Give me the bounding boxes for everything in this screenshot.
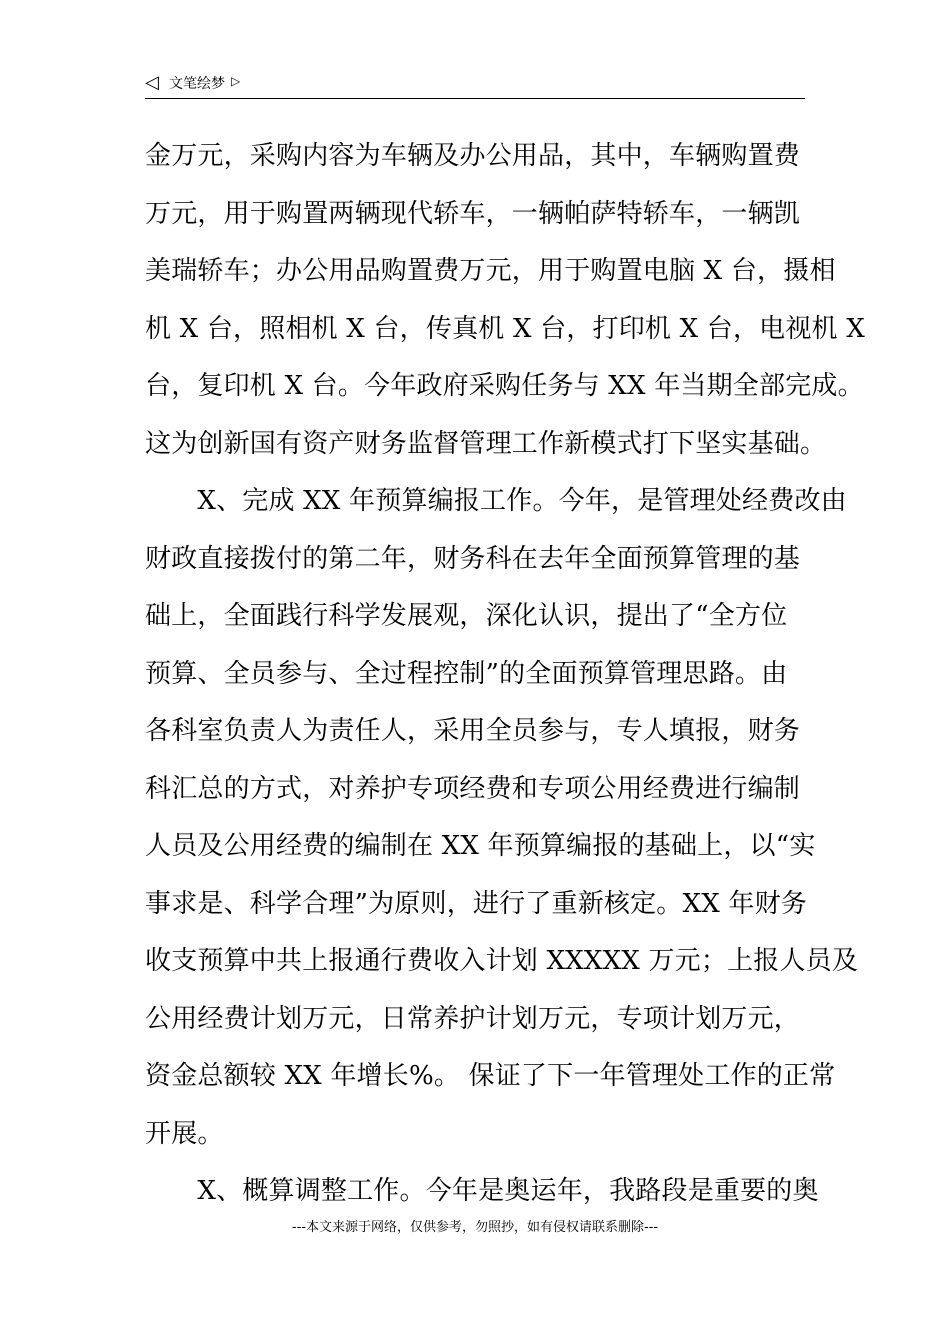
- text-line: 人员及公用经费的编制在 XX 年预算编报的基础上，以“实: [145, 831, 816, 861]
- triangle-left-icon: ◁: [145, 72, 159, 93]
- page-footer-disclaimer: ---本文来源于网络，仅供参考，勿照抄，如有侵权请联系删除---: [291, 1220, 659, 1235]
- text-line: 台，复印机 X 台。今年政府采购任务与 XX 年当期全部完成。: [145, 371, 864, 401]
- text-line: 财政直接拨付的第二年，财务科在去年全面预算管理的基: [145, 543, 801, 574]
- text-line: 开展。: [145, 1118, 224, 1149]
- text-line: 预算、全员参与、全过程控制”的全面预算管理思路。由: [145, 658, 788, 689]
- text-line: X、完成 XX 年预算编报工作。今年，是管理处经费改由: [145, 486, 847, 516]
- text-line: 美瑞轿车；办公用品购置费万元，用于购置电脑 X 台，摄相: [145, 256, 836, 286]
- document-body: [145, 128, 865, 1221]
- text-line: 各科室负责人为责任人，采用全员参与，专人填报，财务: [145, 716, 801, 746]
- text-line: 础上，全面践行科学发展观，深化认识，提出了“全方位: [145, 601, 788, 631]
- page-header: [145, 72, 805, 99]
- text-line: X、概算调整工作。今年是奥运年，我路段是重要的奥: [145, 1176, 819, 1206]
- text-line: 科汇总的方式，对养护专项经费和专项公用经费进行编制: [145, 773, 801, 804]
- text-line: 万元，用于购置两辆现代轿车，一辆帕萨特轿车，一辆凯: [145, 198, 801, 229]
- text-line: 机 X 台，照相机 X 台，传真机 X 台，打印机 X 台，电视机 X: [145, 313, 865, 344]
- text-line: 金万元，采购内容为车辆及办公用品，其中，车辆购置费: [145, 141, 801, 171]
- triangle-right-icon: ▷: [231, 74, 241, 88]
- text-line: 事求是、科学合理”为原则，进行了重新核定。XX 年财务: [145, 888, 807, 919]
- text-line: 这为创新国有资产财务监督管理工作新模式打下坚实基础。: [145, 428, 827, 459]
- text-line: 收支预算中共上报通行费收入计划 XXXXX 万元；上报人员及: [145, 946, 859, 976]
- header-brand: 文笔绘梦: [169, 76, 225, 92]
- text-line: 公用经费计划万元，日常养护计划万元，专项计划万元，: [145, 1003, 801, 1034]
- text-line: 资金总额较 XX 年增长%。 保证了下一年管理处工作的正常: [145, 1061, 836, 1091]
